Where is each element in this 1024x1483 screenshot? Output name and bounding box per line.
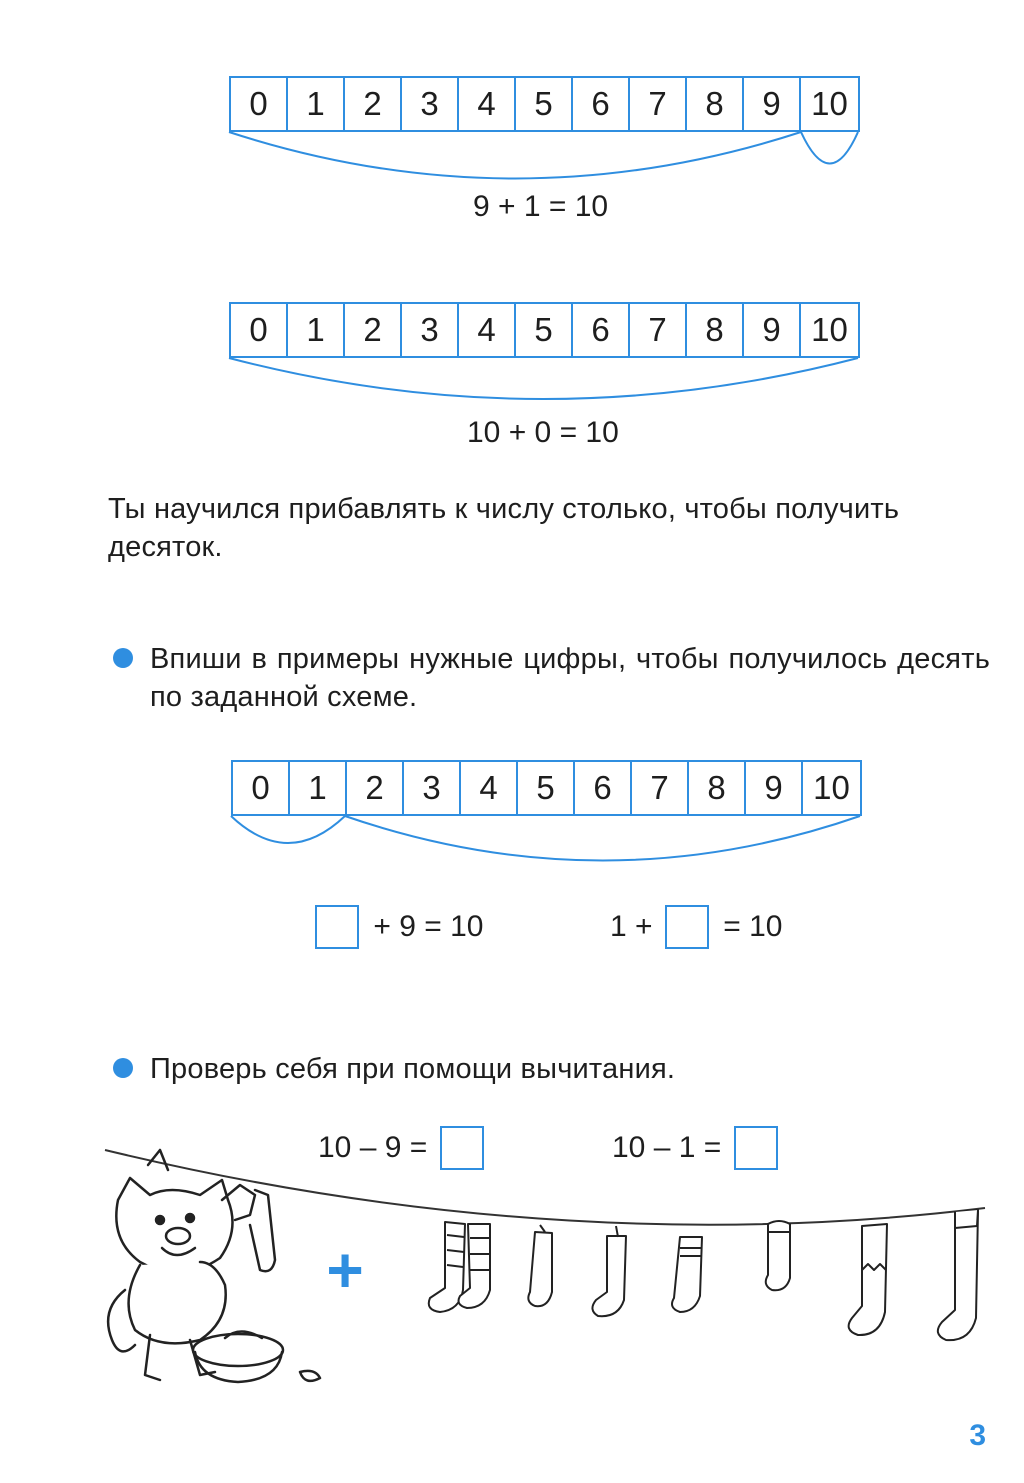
example-equation-2: 10 + 0 = 10	[467, 416, 619, 449]
number-cell: 2	[347, 762, 404, 814]
cat-illustration	[108, 1150, 320, 1382]
number-cell: 5	[518, 762, 575, 814]
intro-text: Ты научился прибавлять к числу столько, чтобы получить десяток.	[108, 493, 900, 563]
page-number: 3	[969, 1419, 986, 1452]
answer-box[interactable]	[315, 905, 359, 949]
equation-text: 1 +	[610, 910, 653, 943]
bullet-dot	[113, 648, 133, 668]
number-cell: 10	[813, 769, 850, 806]
brace-arc	[231, 816, 345, 843]
number-cell: 4	[461, 762, 518, 814]
number-cell: 0	[233, 762, 290, 814]
number-cell: 7	[632, 762, 689, 814]
number-line-1	[229, 76, 860, 132]
number-line-3	[231, 760, 862, 816]
number-cell: 7	[630, 78, 687, 130]
number-cell: 3	[402, 304, 459, 356]
answer-box[interactable]	[440, 1126, 484, 1170]
bullet-dot	[113, 1058, 133, 1078]
task1-equation-a	[315, 905, 483, 949]
task1-equation-b	[610, 905, 782, 949]
number-cell: 9	[746, 762, 803, 814]
number-cell: 5	[516, 78, 573, 130]
equation-text: + 9 = 10	[373, 910, 484, 943]
task2-equation-a	[318, 1126, 484, 1170]
clothesline	[105, 1150, 985, 1225]
number-cell: 9	[744, 78, 801, 130]
equation-text: = 10	[723, 910, 783, 943]
brace-arc	[229, 358, 858, 399]
number-cell: 8	[687, 78, 744, 130]
number-cell: 10	[811, 85, 848, 122]
number-cell: 3	[402, 78, 459, 130]
number-cell: 0	[231, 78, 288, 130]
number-cell: 4	[459, 78, 516, 130]
number-cell: 1	[288, 78, 345, 130]
number-cell: 8	[689, 762, 746, 814]
task2-instruction: Проверь себя при помощи вычитания.	[150, 1053, 676, 1085]
number-cell: 8	[687, 304, 744, 356]
number-cell: 3	[404, 762, 461, 814]
task1-instruction: Впиши в примеры нужные цифры, чтобы получилось десять по заданной схеме.	[150, 643, 990, 713]
number-cell: 2	[345, 304, 402, 356]
brace-arc	[345, 816, 860, 861]
number-cell: 1	[290, 762, 347, 814]
number-cell: 5	[516, 304, 573, 356]
number-cell: 2	[345, 78, 402, 130]
number-cell: 6	[573, 304, 630, 356]
number-cell: 6	[573, 78, 630, 130]
task2-equation-b	[612, 1126, 778, 1170]
equation-text: 10 – 9 =	[318, 1131, 428, 1164]
number-cell: 0	[231, 304, 288, 356]
number-cell: 1	[288, 304, 345, 356]
number-cell: 4	[459, 304, 516, 356]
equation-text: 10 – 1 =	[612, 1131, 722, 1164]
number-cell: 6	[575, 762, 632, 814]
number-cell: 10	[811, 311, 848, 348]
number-cell: 9	[744, 304, 801, 356]
brace-arc	[229, 132, 801, 179]
number-line-2	[229, 302, 860, 358]
example-equation-1: 9 + 1 = 10	[473, 190, 609, 223]
number-cell: 7	[630, 304, 687, 356]
plus-sign: +	[326, 1234, 364, 1306]
socks-illustration	[429, 1210, 978, 1340]
brace-arc	[801, 132, 858, 164]
answer-box[interactable]	[734, 1126, 778, 1170]
answer-box[interactable]	[665, 905, 709, 949]
